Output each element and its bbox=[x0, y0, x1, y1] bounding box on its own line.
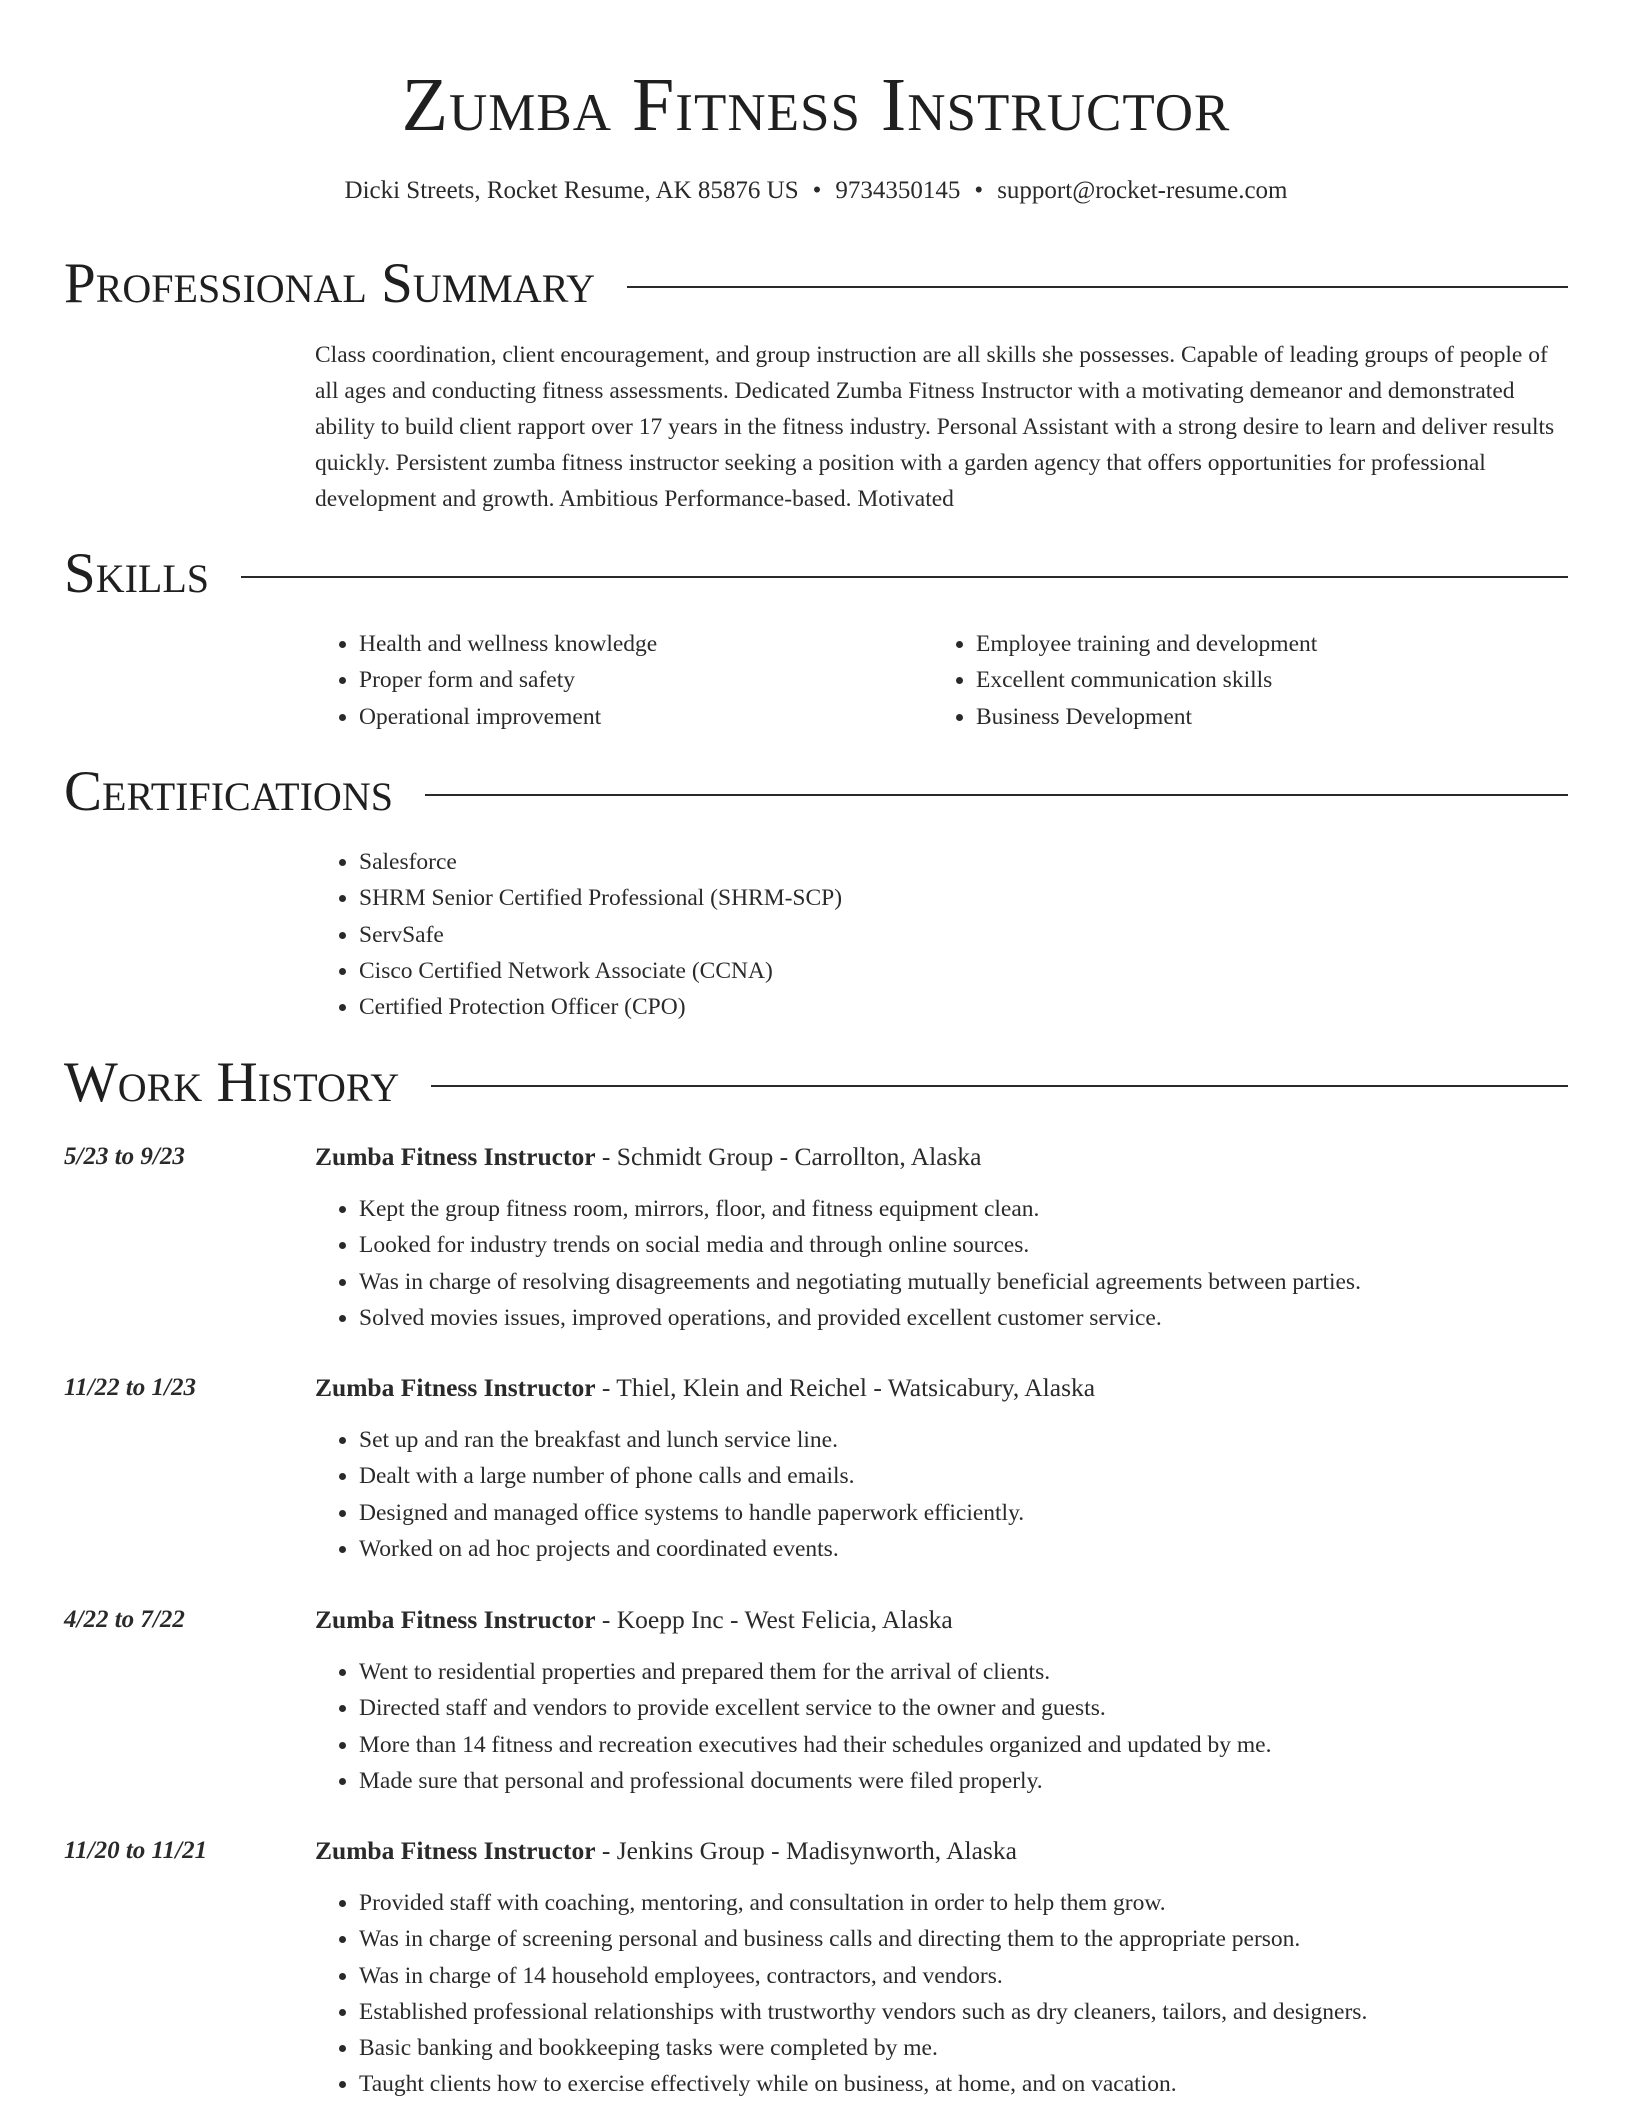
skill-item: • Operational improvement bbox=[359, 699, 932, 735]
skills-heading: Skills bbox=[64, 542, 210, 605]
section-divider bbox=[627, 286, 1568, 288]
certification-item: • SHRM Senior Certified Professional (SHRM-SCP) bbox=[359, 880, 1565, 916]
job-employer-location: - Jenkins Group - Madisynworth, Alaska bbox=[595, 1836, 1017, 1865]
section-divider bbox=[425, 794, 1568, 796]
job-employer-location: - Koepp Inc - West Felicia, Alaska bbox=[595, 1605, 953, 1634]
job-duties bbox=[315, 1654, 1565, 1799]
duty-item: • Made sure that personal and professional documents were filed properly. bbox=[359, 1763, 1565, 1799]
duty-item: • Worked on ad hoc projects and coordinated events. bbox=[359, 1531, 1565, 1567]
contact-line bbox=[0, 174, 1632, 208]
skills-list bbox=[315, 626, 1565, 735]
certification-item: • Certified Protection Officer (CPO) bbox=[359, 989, 1565, 1025]
summary-section-header bbox=[64, 252, 1568, 316]
certifications-list bbox=[315, 844, 1565, 1025]
section-divider bbox=[241, 576, 1568, 578]
job-employer-location: - Thiel, Klein and Reichel - Watsicabury, Alaska bbox=[595, 1373, 1096, 1402]
skills-column-right bbox=[932, 626, 1549, 735]
job-title-line bbox=[315, 1370, 1095, 1406]
duty-item: • Solved movies issues, improved operations, and provided excellent customer service. bbox=[359, 1300, 1565, 1336]
duty-item: • Was in charge of 14 household employees, contractors, and vendors. bbox=[359, 1958, 1565, 1994]
duty-item: • Provided staff with coaching, mentoring, and consultation in order to help them grow. bbox=[359, 1885, 1565, 1921]
certification-item: • Cisco Certified Network Associate (CCNA) bbox=[359, 953, 1565, 989]
duty-item: • Designed and managed office systems to handle paperwork efficiently. bbox=[359, 1495, 1565, 1531]
job-dates: 5/23 to 9/23 bbox=[64, 1143, 185, 1170]
skills-column-left bbox=[315, 626, 932, 735]
job-duties bbox=[315, 1422, 1565, 1567]
skills-section-header bbox=[64, 542, 1568, 606]
section-divider bbox=[431, 1085, 1568, 1087]
job-role: Zumba Fitness Instructor bbox=[315, 1142, 596, 1171]
duty-item: • Set up and ran the breakfast and lunch service line. bbox=[359, 1422, 1565, 1458]
contact-address: Dicki Streets, Rocket Resume, AK 85876 US bbox=[344, 177, 799, 204]
job-title-line bbox=[315, 1602, 953, 1638]
certifications-heading: Certifications bbox=[64, 760, 393, 823]
contact-separator: • bbox=[812, 177, 822, 204]
skill-item: • Health and wellness knowledge bbox=[359, 626, 932, 662]
summary-heading: Professional Summary bbox=[64, 252, 596, 315]
contact-phone: 9734350145 bbox=[835, 177, 961, 204]
skill-item: • Excellent communication skills bbox=[976, 662, 1549, 698]
work-history-section-header bbox=[64, 1051, 1568, 1115]
certification-item: • Salesforce bbox=[359, 844, 1565, 880]
job-dates: 11/20 to 11/21 bbox=[64, 1837, 208, 1864]
contact-email: support@rocket-resume.com bbox=[997, 177, 1288, 204]
job-role: Zumba Fitness Instructor bbox=[315, 1605, 596, 1634]
duty-item: • Taught clients how to exercise effectively while on business, at home, and on vacation. bbox=[359, 2066, 1565, 2102]
duty-item: • Dealt with a large number of phone calls and emails. bbox=[359, 1458, 1565, 1494]
job-duties bbox=[315, 1885, 1565, 2103]
duty-item: • Looked for industry trends on social media and through online sources. bbox=[359, 1227, 1565, 1263]
job-dates: 4/22 to 7/22 bbox=[64, 1606, 185, 1633]
job-title-line bbox=[315, 1139, 982, 1175]
job-dates: 11/22 to 1/23 bbox=[64, 1374, 196, 1401]
duty-item: • Was in charge of screening personal and business calls and directing them to the appropriate person. bbox=[359, 1921, 1565, 1957]
contact-separator: • bbox=[974, 177, 984, 204]
job-title-line bbox=[315, 1833, 1017, 1869]
skill-item: • Proper form and safety bbox=[359, 662, 932, 698]
certifications-section-header bbox=[64, 760, 1568, 824]
duty-item: • Established professional relationships with trustworthy vendors such as dry cleaners, tailors, and designers. bbox=[359, 1994, 1565, 2030]
duty-item: • More than 14 fitness and recreation executives had their schedules organized and updated by me. bbox=[359, 1727, 1565, 1763]
skill-item: • Business Development bbox=[976, 699, 1549, 735]
duty-item: • Directed staff and vendors to provide excellent service to the owner and guests. bbox=[359, 1690, 1565, 1726]
certification-item: • ServSafe bbox=[359, 917, 1565, 953]
duty-item: • Kept the group fitness room, mirrors, floor, and fitness equipment clean. bbox=[359, 1191, 1565, 1227]
skill-item: • Employee training and development bbox=[976, 626, 1549, 662]
duty-item: • Went to residential properties and prepared them for the arrival of clients. bbox=[359, 1654, 1565, 1690]
work-history-heading: Work History bbox=[64, 1051, 400, 1114]
summary-text: Class coordination, client encouragement, and group instruction are all skills she possesses. Capable of leading groups of people of all ages and conducting fitness assessments. Dedicated Zumba Fitness Instructor with a motivating demeanor and demonstrated ability to build client rapport over 17 years in the fitness industry. Personal Assistant with a strong desire to learn and deliver results quickly. Persistent zumba fitness instructor seeking a position with a garden agency that offers opportunities for professional development and growth. Ambitious Performance-based. Motivated bbox=[315, 342, 1555, 512]
job-role: Zumba Fitness Instructor bbox=[315, 1836, 596, 1865]
duty-item: • Was in charge of resolving disagreements and negotiating mutually beneficial agreements between parties. bbox=[359, 1264, 1565, 1300]
job-duties bbox=[315, 1191, 1565, 1336]
candidate-name: Zumba Fitness Instructor bbox=[401, 63, 1231, 147]
job-employer-location: - Schmidt Group - Carrollton, Alaska bbox=[595, 1142, 982, 1171]
duty-item: • Basic banking and bookkeeping tasks were completed by me. bbox=[359, 2030, 1565, 2066]
job-role: Zumba Fitness Instructor bbox=[315, 1373, 596, 1402]
